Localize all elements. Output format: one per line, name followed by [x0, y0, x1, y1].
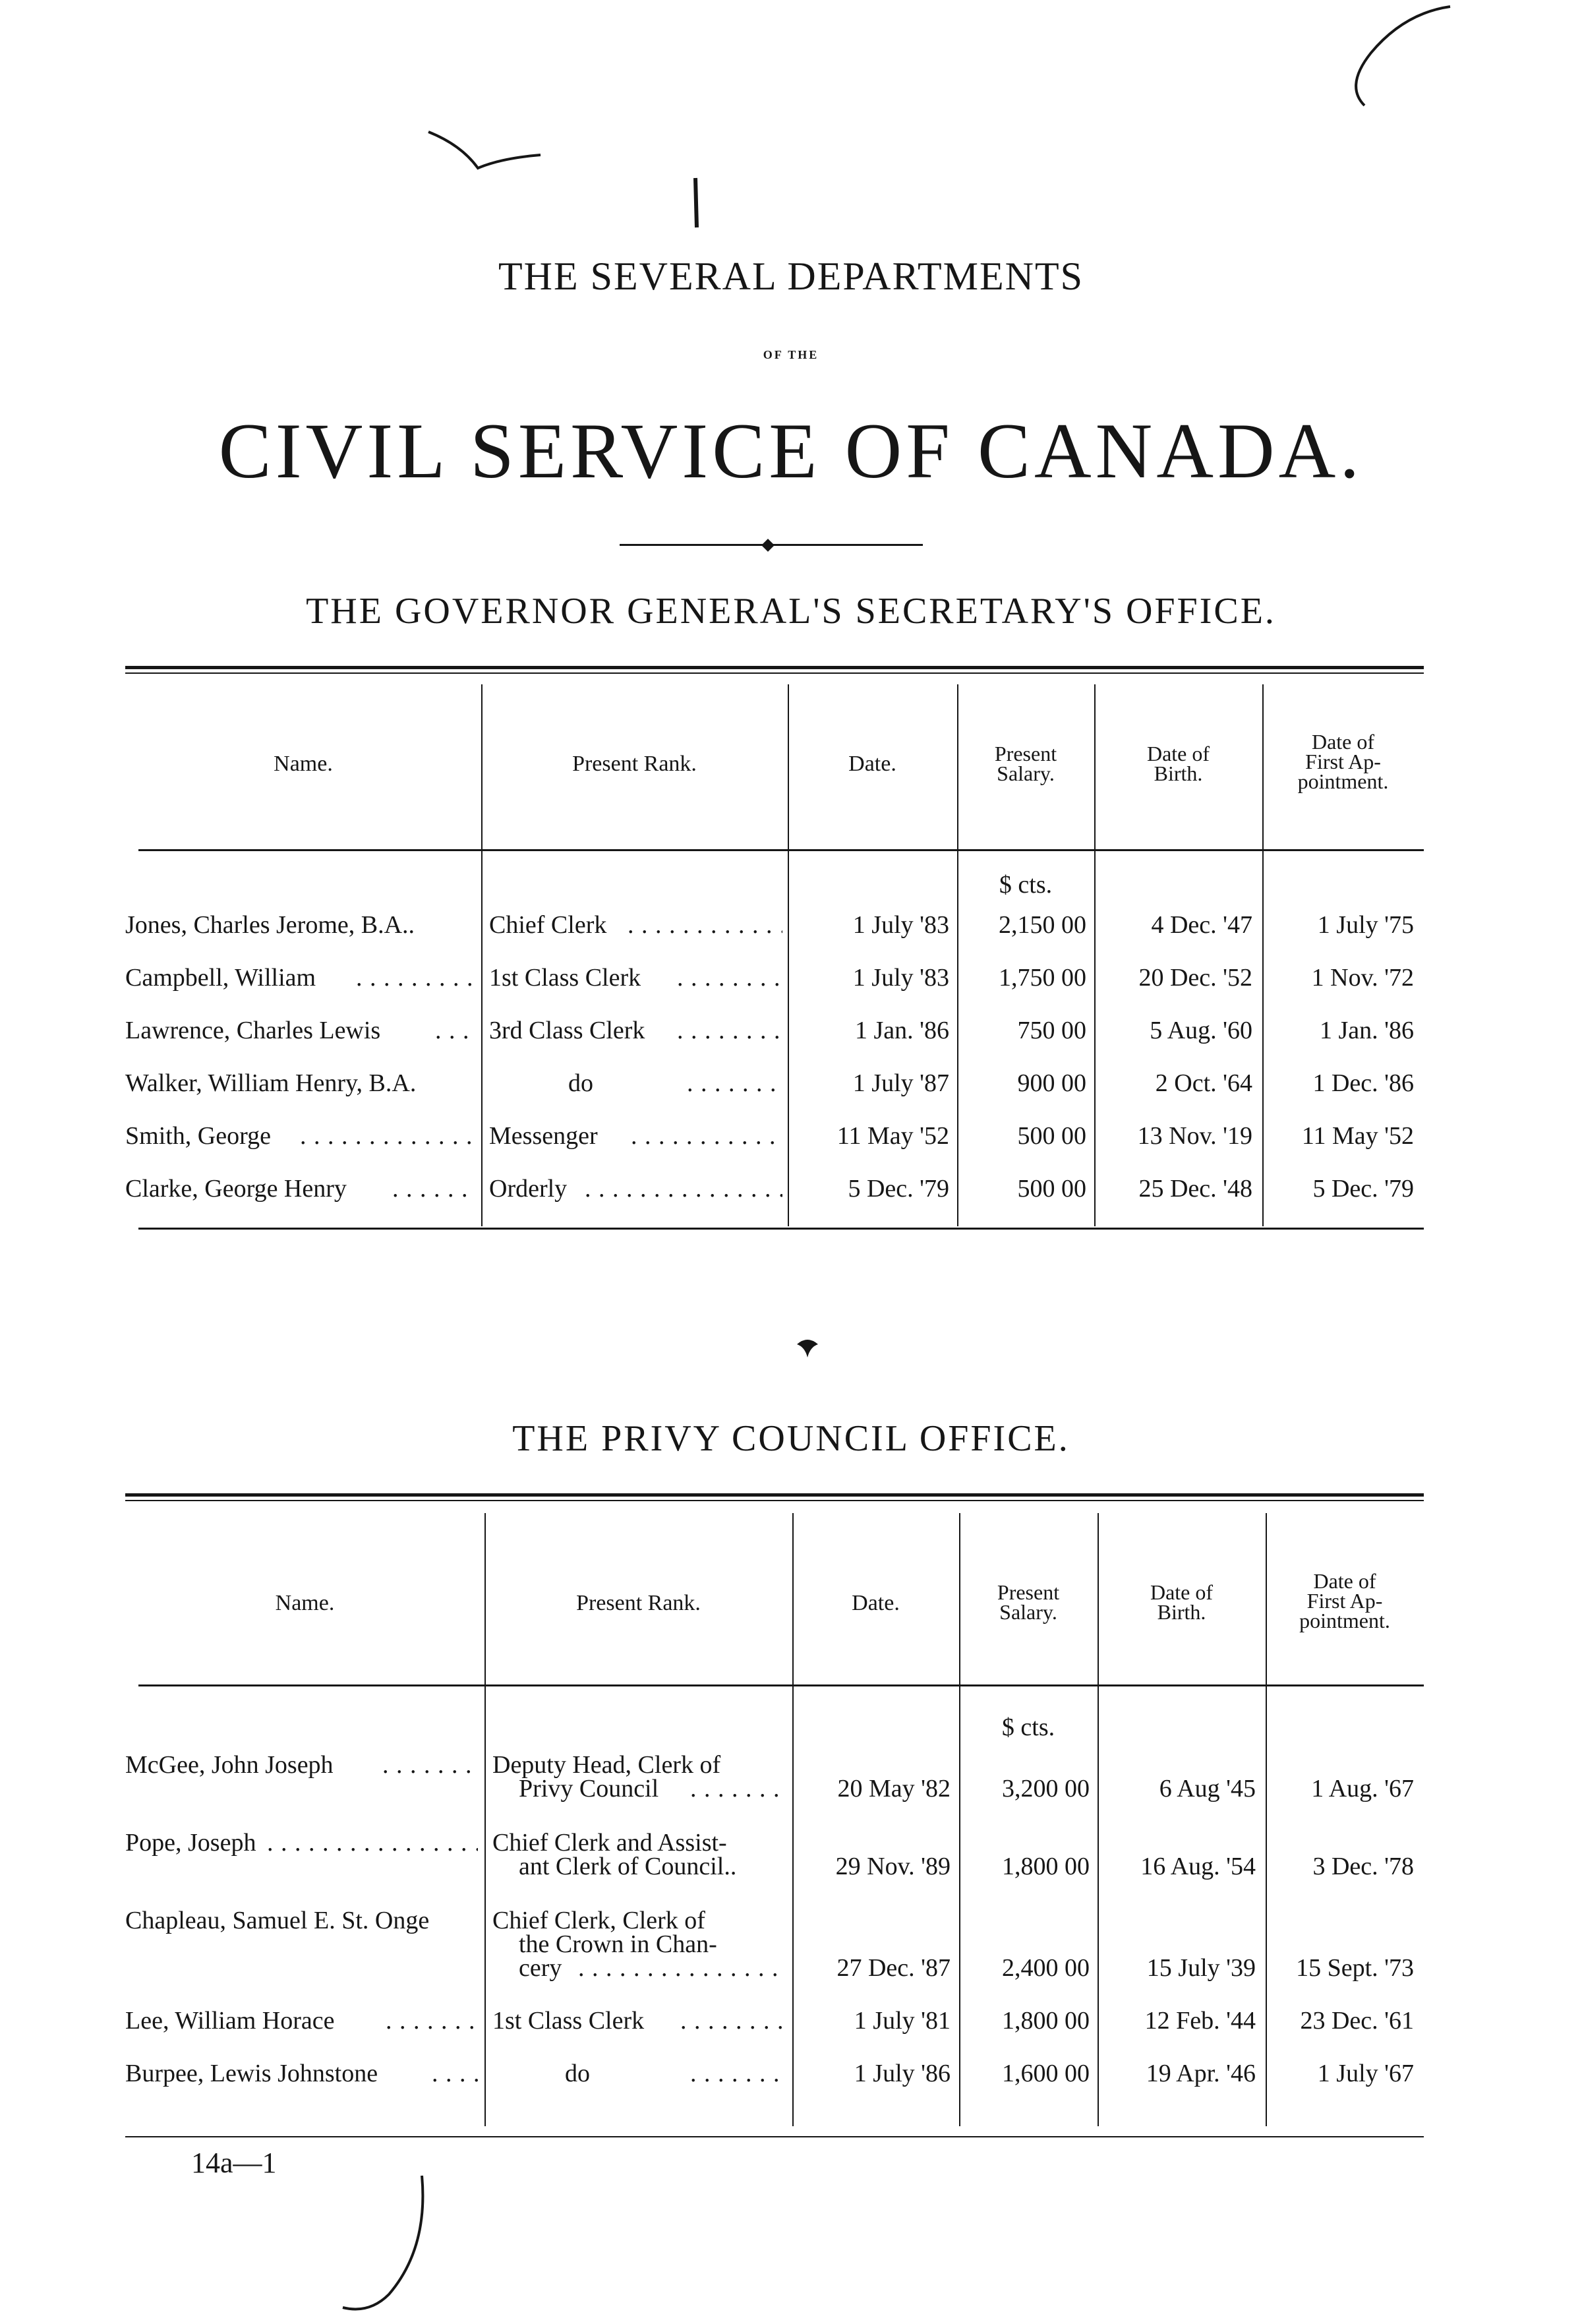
cell-rank-text: Messenger [489, 1122, 598, 1150]
table-top-rule [125, 1493, 1424, 1501]
cell-name [125, 2060, 478, 2087]
dot-leader [677, 965, 782, 991]
cell-date: 5 Dec. '79 [848, 1175, 949, 1203]
cell-salary: 3,200 00 [1002, 1775, 1090, 1803]
cell-date: 29 Nov. '89 [835, 1853, 951, 1880]
cell-rank [489, 965, 782, 991]
cell-rank-text: 1st Class Clerk [489, 964, 641, 992]
header-present-salary-line1: Present [997, 1580, 1060, 1604]
header-first-appointment-line1: Date of [1311, 730, 1375, 754]
header-present-salary-line1: Present [994, 742, 1057, 765]
cell-name [125, 1752, 478, 1778]
cell-rank-text: Orderly [489, 1175, 568, 1203]
cell-rank-line1: Deputy Head, Clerk of [492, 1751, 721, 1779]
cell-date: 1 July '83 [852, 911, 949, 939]
dot-leader [392, 1176, 475, 1202]
cell-rank [489, 1123, 782, 1149]
cell-rank-text: Privy Council [519, 1775, 659, 1803]
table-privy-council [125, 1493, 1424, 2126]
header-first-appointment-line2: First Ap- [1306, 1589, 1383, 1613]
cell-rank-line2: the Crown in Chan- [519, 1930, 717, 1958]
page-heading-departments: THE SEVERAL DEPARTMENTS [498, 254, 1084, 298]
cell-rank-text: 1st Class Clerk [492, 2007, 645, 2035]
cell-rank-text: Chief Clerk [489, 911, 607, 939]
header-present-rank: Present Rank. [576, 1591, 701, 1615]
section-title-governor-general: THE GOVERNOR GENERAL'S SECRETARY'S OFFICE. [306, 591, 1276, 632]
cell-birth: 20 Dec. '52 [1138, 964, 1252, 992]
cell-rank-line2: ant Clerk of Council.. [519, 1853, 737, 1880]
cell-birth: 2 Oct. '64 [1155, 1069, 1252, 1097]
cell-salary: 1,800 00 [1002, 1853, 1090, 1880]
cell-first-appointment: 1 Dec. '86 [1312, 1069, 1414, 1097]
header-name: Name. [274, 752, 333, 776]
header-bottom-rule [138, 1684, 1424, 1686]
cell-rank [489, 1017, 782, 1044]
cell-date: 1 July '81 [854, 2007, 951, 2035]
cell-first-appointment: 11 May '52 [1301, 1122, 1414, 1150]
header-bottom-rule [138, 849, 1424, 851]
cell-date: 20 May '82 [837, 1775, 951, 1803]
cell-date: 1 July '86 [854, 2060, 951, 2087]
dot-leader [386, 2008, 478, 2034]
divider-ornament [620, 542, 923, 547]
currency-label: $ cts. [1001, 1713, 1055, 1741]
dot-leader [631, 1123, 782, 1149]
cell-name: Chapleau, Samuel E. St. Onge [125, 1907, 430, 1934]
cell-name-text: Lawrence, Charles Lewis [125, 1017, 381, 1044]
cell-salary: 1,750 00 [999, 964, 1086, 992]
section-title-privy-council: THE PRIVY COUNCIL OFFICE. [512, 1418, 1070, 1459]
cell-name [125, 2008, 478, 2034]
cell-salary: 1,600 00 [1002, 2060, 1090, 2087]
cell-date: 11 May '52 [836, 1122, 949, 1150]
footer-rule [125, 2136, 1424, 2137]
header-present-salary-line2: Salary. [997, 761, 1055, 785]
cell-birth: 13 Nov. '19 [1137, 1122, 1252, 1150]
page-reference: 14a—1 [191, 2147, 277, 2179]
cell-rank-line1: Chief Clerk, Clerk of [492, 1907, 705, 1934]
page-title: CIVIL SERVICE OF CANADA. [218, 407, 1364, 494]
cell-name: Jones, Charles Jerome, B.A.. [125, 911, 415, 939]
header-first-appointment-line3: pointment. [1297, 769, 1389, 793]
cell-name [125, 965, 475, 991]
cell-name-text: Smith, George [125, 1122, 271, 1150]
dot-leader [585, 1176, 782, 1202]
cell-rank-text: cery [519, 1954, 562, 1982]
dot-leader [435, 1017, 475, 1044]
dot-leader [690, 2060, 787, 2087]
dot-leader [677, 1017, 782, 1044]
header-first-appointment-line3: pointment. [1299, 1609, 1390, 1632]
cell-name [125, 1176, 475, 1202]
cell-birth: 12 Feb. '44 [1144, 2007, 1256, 2035]
dot-leader [267, 1830, 478, 1856]
dot-leader [578, 1955, 787, 1981]
cell-date: 27 Dec. '87 [836, 1954, 951, 1982]
cell-rank [489, 1070, 782, 1096]
cell-birth: 19 Apr. '46 [1146, 2060, 1256, 2087]
header-first-appointment [1262, 732, 1424, 791]
cell-rank-text: 3rd Class Clerk [489, 1017, 645, 1044]
cell-first-appointment: 1 Jan. '86 [1319, 1017, 1414, 1044]
header-present-salary [959, 1582, 1098, 1622]
cell-name [125, 1123, 475, 1149]
cell-name-text: Burpee, Lewis Johnstone [125, 2060, 378, 2087]
header-present-salary [957, 744, 1094, 783]
cell-first-appointment: 1 July '67 [1317, 2060, 1414, 2087]
cell-name [125, 1830, 478, 1856]
header-date-of-birth [1098, 1582, 1266, 1622]
table-top-rule [125, 666, 1424, 674]
pen-scribble-bottom [330, 2169, 435, 2321]
cell-first-appointment: 15 Sept. '73 [1296, 1954, 1414, 1982]
cell-name-text: Campbell, William [125, 964, 316, 992]
header-date: Date. [852, 1591, 900, 1615]
cell-birth: 15 July '39 [1146, 1954, 1256, 1982]
cell-rank-line1: Chief Clerk and Assist- [492, 1829, 727, 1857]
cell-name-text: Lee, William Horace [125, 2007, 335, 2035]
cell-rank-text: do [568, 1069, 593, 1097]
cell-date: 1 July '83 [852, 964, 949, 992]
header-date-of-birth-line1: Date of [1150, 1580, 1214, 1604]
page-heading-of-the: OF THE [763, 348, 819, 361]
header-date-of-birth [1094, 744, 1262, 783]
dot-leader [356, 965, 475, 991]
cell-rank [489, 912, 782, 938]
header-name: Name. [275, 1591, 335, 1615]
dot-leader [628, 912, 782, 938]
dot-leader [300, 1123, 475, 1149]
header-date-of-birth-line2: Birth. [1157, 1600, 1206, 1624]
cell-salary: 1,800 00 [1002, 2007, 1090, 2035]
header-date-of-birth-line1: Date of [1146, 742, 1210, 765]
cell-rank [492, 2008, 787, 2034]
header-present-salary-line2: Salary. [999, 1600, 1057, 1624]
header-first-appointment [1266, 1571, 1424, 1630]
cell-rank [492, 2060, 787, 2087]
cell-salary: 2,400 00 [1002, 1954, 1090, 1982]
cell-name: Walker, William Henry, B.A. [125, 1069, 417, 1097]
fleuron-ornament [794, 1335, 821, 1359]
header-date-of-birth-line2: Birth. [1154, 761, 1203, 785]
cell-rank-line3 [492, 1955, 787, 1981]
cell-salary: 500 00 [1017, 1175, 1086, 1203]
header-present-rank: Present Rank. [572, 752, 697, 776]
pen-scribble-top-left [422, 119, 554, 178]
cell-salary: 900 00 [1017, 1069, 1086, 1097]
currency-label: $ cts. [999, 871, 1053, 899]
cell-rank-line2 [492, 1775, 787, 1802]
cell-salary: 750 00 [1017, 1017, 1086, 1044]
cell-birth: 6 Aug '45 [1159, 1775, 1256, 1803]
dot-leader [680, 2008, 787, 2034]
cell-date: 1 July '87 [852, 1069, 949, 1097]
cell-name-text: Clarke, George Henry [125, 1175, 347, 1203]
cell-birth: 25 Dec. '48 [1138, 1175, 1252, 1203]
cell-salary: 2,150 00 [999, 911, 1086, 939]
pen-scribble-top-right [1325, 0, 1457, 119]
dot-leader [382, 1752, 478, 1778]
cell-date: 1 Jan. '86 [854, 1017, 949, 1044]
cell-first-appointment: 1 July '75 [1317, 911, 1414, 939]
cell-first-appointment: 5 Dec. '79 [1312, 1175, 1414, 1203]
cell-first-appointment: 1 Aug. '67 [1311, 1775, 1414, 1803]
ink-tick-top [689, 175, 702, 234]
header-first-appointment-line2: First Ap- [1305, 750, 1381, 773]
cell-rank [489, 1176, 782, 1202]
dot-leader [432, 2060, 478, 2087]
cell-first-appointment: 1 Nov. '72 [1311, 964, 1414, 992]
cell-first-appointment: 3 Dec. '78 [1312, 1853, 1414, 1880]
cell-birth: 4 Dec. '47 [1151, 911, 1252, 939]
table-bottom-rule [138, 1228, 1424, 1230]
cell-birth: 16 Aug. '54 [1140, 1853, 1256, 1880]
cell-name-text: Pope, Joseph [125, 1829, 256, 1857]
header-date: Date. [848, 752, 896, 776]
cell-rank-text: do [565, 2060, 590, 2087]
cell-name [125, 1017, 475, 1044]
table-governor-general [125, 666, 1424, 1233]
cell-salary: 500 00 [1017, 1122, 1086, 1150]
dot-leader [690, 1775, 787, 1802]
cell-birth: 5 Aug. '60 [1150, 1017, 1252, 1044]
dot-leader [687, 1070, 782, 1096]
cell-name-text: McGee, John Joseph [125, 1751, 334, 1779]
cell-first-appointment: 23 Dec. '61 [1300, 2007, 1414, 2035]
header-first-appointment-line1: Date of [1313, 1569, 1376, 1593]
